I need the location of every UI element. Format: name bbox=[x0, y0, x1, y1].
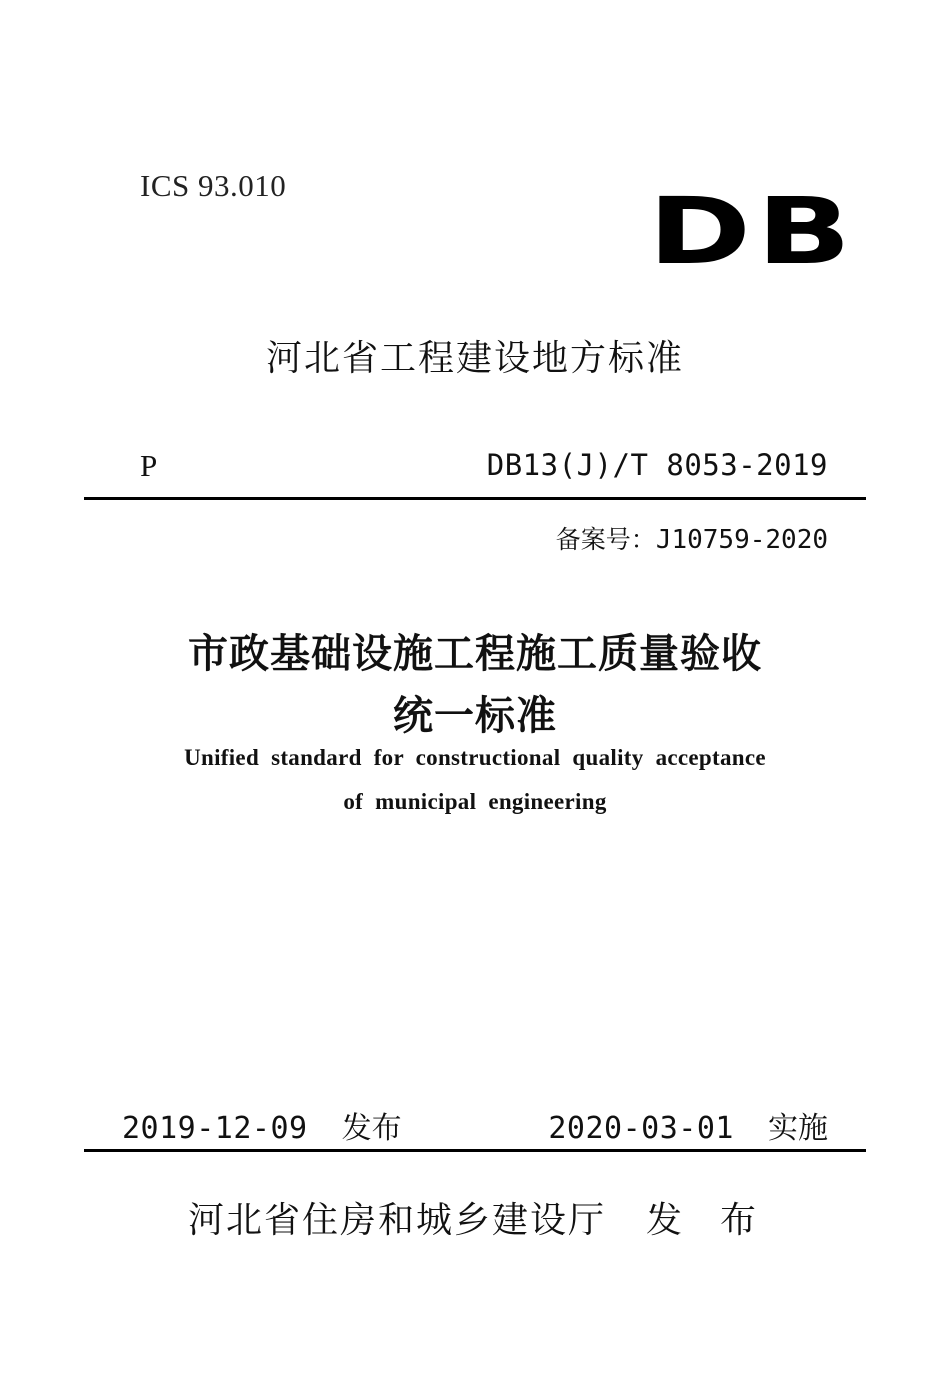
title-cn-line2: 统一标准 bbox=[393, 692, 557, 739]
issuer-line bbox=[188, 1192, 794, 1243]
title-cn-line1: 市政基础设施工程施工质量验收 bbox=[188, 630, 762, 677]
implement-date: 2020-03-01 bbox=[548, 1111, 734, 1146]
ics-code: ICS 93.010 bbox=[140, 168, 287, 203]
top-divider bbox=[84, 497, 866, 500]
filing-label: 备案号： bbox=[555, 525, 656, 554]
classification-code: P bbox=[140, 448, 158, 483]
title-en-line1: Unified standard for constructional quality acceptance bbox=[184, 745, 766, 770]
db-logo: DB bbox=[648, 178, 857, 285]
standard-number: DB13(J)/T 8053-2019 bbox=[486, 448, 828, 482]
standard-category: 河北省工程建设地方标准 bbox=[265, 338, 684, 379]
filing-number bbox=[556, 520, 828, 556]
issuer-action: 发布 bbox=[646, 1200, 795, 1241]
implement-date-block bbox=[548, 1103, 828, 1147]
issue-label: 发布 bbox=[341, 1111, 402, 1146]
issuer-name: 河北省住房和城乡建设厅 bbox=[188, 1200, 607, 1241]
implement-label: 实施 bbox=[768, 1111, 828, 1146]
issue-date-block bbox=[122, 1103, 402, 1147]
filing-value: J10759-2020 bbox=[655, 525, 828, 555]
title-en-line2: of municipal engineering bbox=[343, 789, 607, 814]
bottom-divider bbox=[84, 1149, 866, 1152]
issue-date: 2019-12-09 bbox=[122, 1111, 308, 1146]
